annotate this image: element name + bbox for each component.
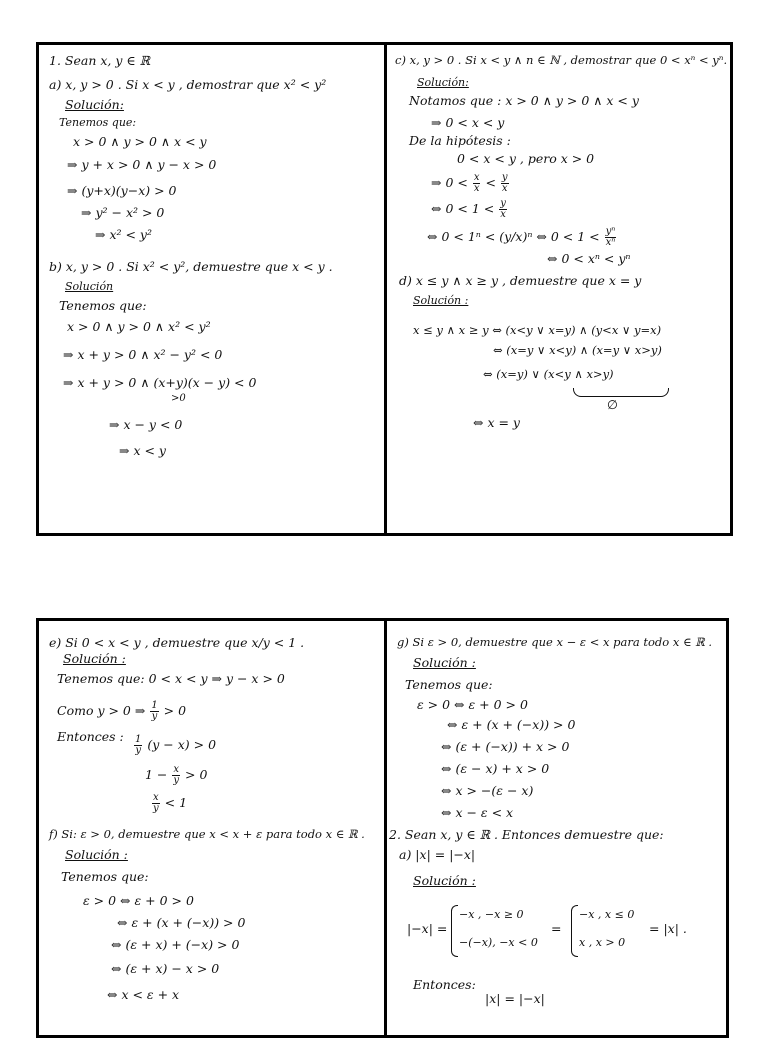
- bottom-left-column: [39, 621, 384, 1035]
- proof-line: ⇔ x = y: [473, 415, 520, 430]
- proof-line: [427, 227, 617, 248]
- solution-heading: Solución :: [413, 873, 476, 888]
- proof-line: [151, 793, 187, 814]
- left-brace: [451, 905, 458, 957]
- exercise-1g-statement: g) Si ε > 0, demuestre que x − ε < x para todo x ∈ ℝ .: [397, 635, 713, 649]
- proof-line: ⇔ x < ε + x: [107, 987, 180, 1002]
- proof-line: Tenemos que:: [61, 869, 149, 884]
- exercise-1c-statement: c) x, y > 0 . Si x < y ∧ n ∈ ℕ , demostrar que 0 < xⁿ < yⁿ.: [395, 53, 728, 67]
- proof-text: Como y > 0 ⇒: [57, 703, 146, 718]
- fraction: $\frac{x}{x}$: [473, 172, 480, 194]
- case-line: −(−x), −x < 0: [459, 936, 538, 949]
- proof-line: ⇔ ε + (x + (−x)) > 0: [447, 717, 576, 732]
- top-right-column: [387, 45, 730, 533]
- proof-line: ⇒ y + x > 0 ∧ y − x > 0: [67, 157, 217, 172]
- case-line: −x , x ≤ 0: [579, 908, 635, 921]
- proof-text: ⇔ 0 < 1ⁿ < (y/x)ⁿ ⇔ 0 < 1 <: [427, 229, 600, 244]
- fraction: $\frac{x}{y}$: [173, 764, 180, 786]
- exercise-1-header: 1. Sean x, y ∈ ℝ: [49, 53, 150, 68]
- proof-line: =: [551, 921, 562, 936]
- proof-line: ⇒ y² − x² > 0: [81, 205, 165, 220]
- proof-line: [145, 765, 207, 786]
- top-page: [36, 42, 733, 536]
- proof-line: 0 < x < y , pero x > 0: [457, 151, 595, 166]
- proof-line: [133, 735, 216, 756]
- exercise-2-header: 2. Sean x, y ∈ ℝ . Entonces demuestre que:: [389, 827, 664, 842]
- solution-heading: Solución :: [413, 655, 476, 670]
- proof-line: ⇒ x² < y²: [95, 227, 153, 242]
- proof-line: ε > 0 ⇔ ε + 0 > 0: [417, 697, 528, 712]
- fraction: $\frac{y}{x}$: [501, 172, 508, 194]
- proof-line: ⇒ 0 < $\frac{x}{x}$ < $\frac{y}{x}$: [431, 172, 508, 194]
- proof-line: Entonces:: [413, 977, 476, 992]
- proof-line: Notamos que : x > 0 ∧ y > 0 ∧ x < y: [409, 93, 639, 108]
- fraction: $\frac{1}{y}$: [135, 734, 142, 756]
- solution-heading: Solución :: [65, 847, 128, 862]
- proof-line: Tenemos que:: [59, 298, 147, 313]
- proof-line: ⇔ (ε − x) + x > 0: [441, 761, 550, 776]
- proof-line: ⇔ x > −(ε − x): [441, 783, 534, 798]
- proof-line: ⇔ x − ε < x: [441, 805, 514, 820]
- empty-set-symbol: ∅: [607, 397, 618, 412]
- top-left-column: [39, 45, 384, 533]
- proof-line: ⇔ (x=y ∨ x<y) ∧ (x=y ∨ x>y): [493, 343, 662, 357]
- proof-line: ⇔ (ε + (−x)) + x > 0: [441, 739, 570, 754]
- proof-line: ⇔ ε + (x + (−x)) > 0: [117, 915, 246, 930]
- proof-line: ⇒ x < y: [119, 443, 166, 458]
- proof-line: [431, 199, 508, 220]
- exercise-1d-statement: d) x ≤ y ∧ x ≥ y , demuestre que x = y: [399, 273, 642, 288]
- proof-text: > 0: [163, 703, 187, 718]
- proof-line: ⇒ (y+x)(y−x) > 0: [67, 183, 177, 198]
- exercise-1a-statement: a) x, y > 0 . Si x < y , demostrar que x² < y²: [49, 77, 327, 92]
- proof-line: [57, 701, 186, 722]
- proof-line: |−x| =: [407, 921, 448, 936]
- proof-line: ε > 0 ⇔ ε + 0 > 0: [83, 893, 194, 908]
- proof-line: x ≤ y ∧ x ≥ y ⇔ (x<y ∨ x=y) ∧ (y<x ∨ y=x): [413, 323, 662, 337]
- proof-text: (y − x) > 0: [147, 737, 217, 752]
- solution-heading: Solución:: [417, 76, 469, 89]
- solution-heading: Solución :: [413, 294, 469, 307]
- solution-heading: Solución :: [63, 651, 126, 666]
- proof-line: ⇒ x + y > 0 ∧ x² − y² < 0: [63, 347, 223, 362]
- exercise-1b-statement: b) x, y > 0 . Si x² < y², demuestre que x < y .: [49, 259, 333, 274]
- proof-line: Tenemos que: 0 < x < y ⇒ y − x > 0: [57, 671, 285, 686]
- case-line: −x , −x ≥ 0: [459, 908, 524, 921]
- proof-line: ⇔ (ε + x) − x > 0: [111, 961, 220, 976]
- proof-line: ⇔ (ε + x) + (−x) > 0: [111, 937, 240, 952]
- underbrace: [573, 388, 669, 397]
- proof-text: < 1: [164, 795, 188, 810]
- proof-line: x > 0 ∧ y > 0 ∧ x < y: [73, 134, 207, 149]
- proof-text: > 0: [185, 767, 208, 782]
- proof-line: ⇒ 0 < x < y: [431, 115, 505, 130]
- exercise-1e-statement: e) Si 0 < x < y , demuestre que x/y < 1 .: [49, 635, 305, 650]
- proof-line: = |x| .: [649, 921, 687, 936]
- left-brace: [571, 905, 578, 957]
- proof-line: ⇔ (x=y) ∨ (x<y ∧ x>y): [483, 367, 614, 381]
- proof-text: ⇔ 0 < 1 <: [431, 201, 495, 216]
- exercise-1f-statement: f) Si: ε > 0, demuestre que x < x + ε para todo x ∈ ℝ .: [49, 827, 365, 841]
- proof-line: De la hipótesis :: [409, 133, 511, 148]
- fraction: $\frac{1}{y}$: [151, 700, 158, 722]
- fraction: $\frac{\text{yⁿ}}{\text{xⁿ}}$: [605, 226, 616, 248]
- proof-line: Tenemos que:: [405, 677, 493, 692]
- proof-text: ⇒ 0 <: [431, 175, 468, 190]
- bottom-page: [36, 618, 729, 1038]
- proof-line: Entonces :: [57, 729, 124, 744]
- underbrace-note: >0: [171, 393, 186, 404]
- solution-heading: Solución: [65, 280, 114, 293]
- bottom-right-column: [387, 621, 726, 1035]
- proof-line: Tenemos que:: [59, 116, 137, 129]
- proof-line: |x| = |−x|: [485, 991, 545, 1006]
- fraction: $\frac{y}{x}$: [500, 198, 506, 220]
- proof-line: x > 0 ∧ y > 0 ∧ x² < y²: [67, 319, 211, 334]
- exercise-2a-statement: a) |x| = |−x|: [399, 847, 476, 862]
- proof-line: ⇔ 0 < xⁿ < yⁿ: [547, 251, 631, 266]
- fraction: $\frac{x}{y}$: [152, 792, 159, 814]
- case-line: x , x > 0: [579, 936, 626, 949]
- proof-line: ⇒ x + y > 0 ∧ (x+y)(x − y) < 0: [63, 375, 257, 390]
- proof-text: 1 −: [145, 767, 168, 782]
- solution-heading: Solución:: [65, 97, 124, 112]
- proof-line: ⇒ x − y < 0: [109, 417, 183, 432]
